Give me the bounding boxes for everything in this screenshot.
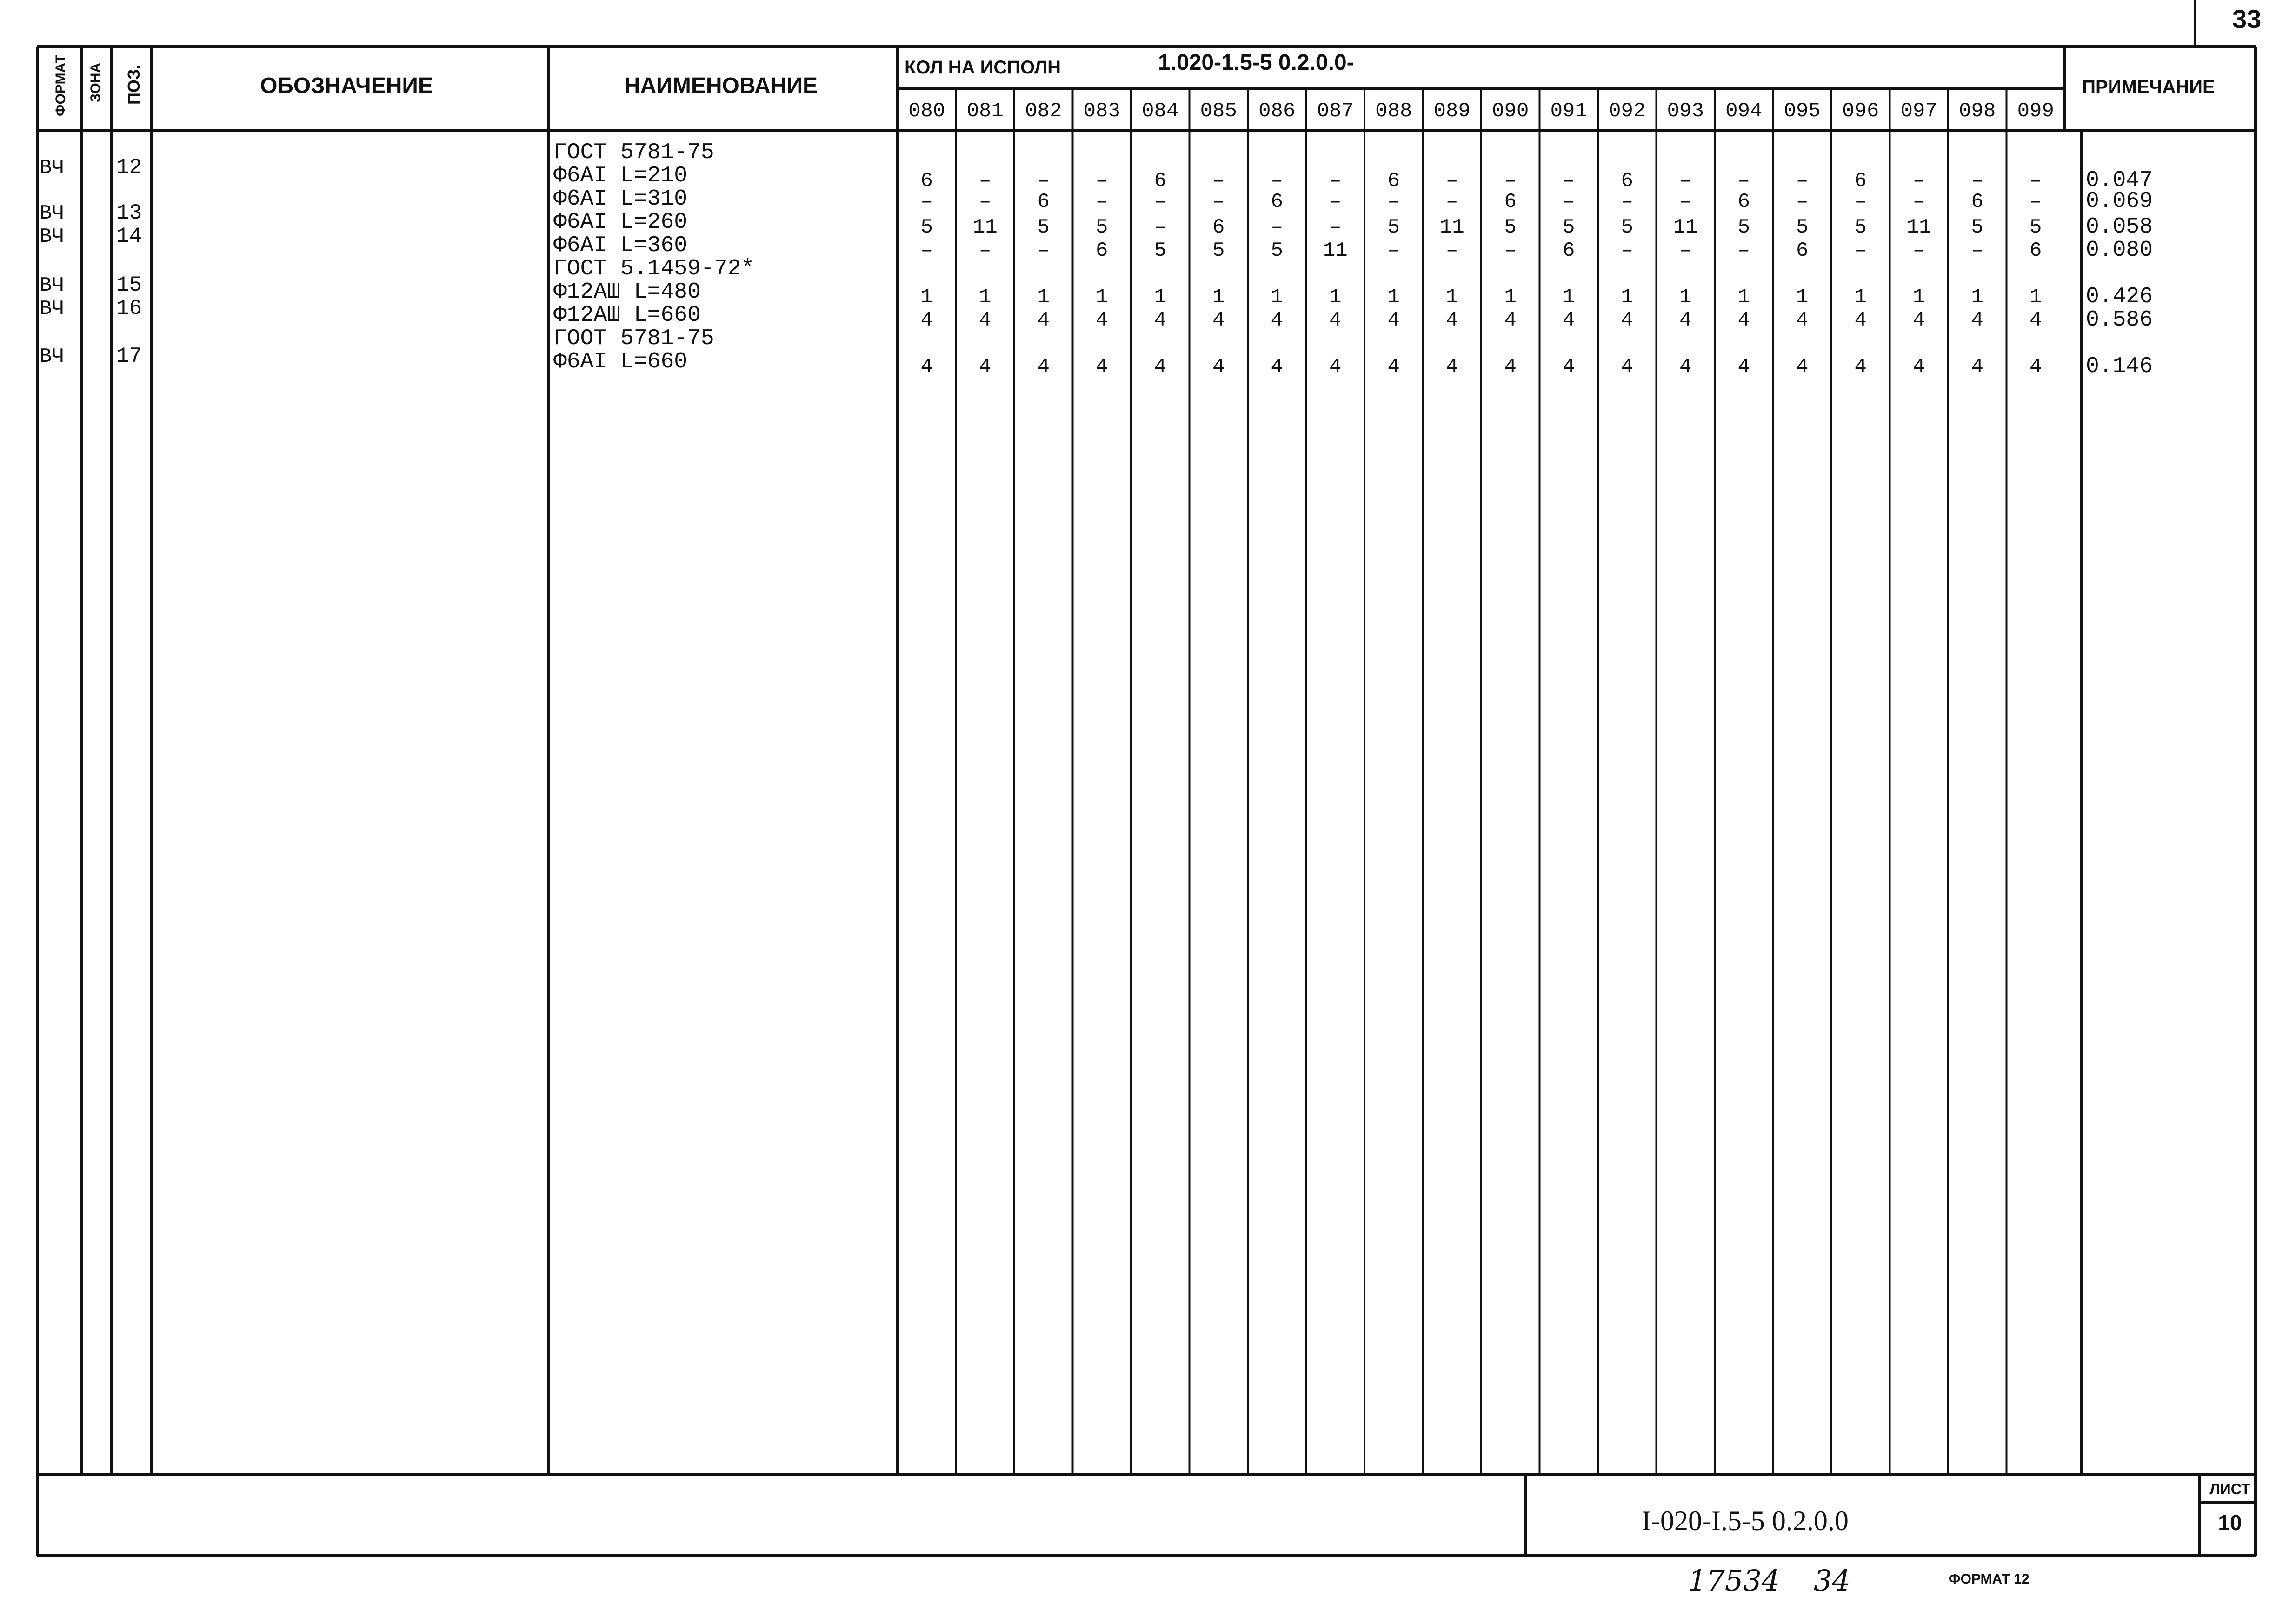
variant-label: 094 (1725, 100, 1763, 123)
quantity-cell: 6 (1212, 216, 1225, 239)
quantity-cell: – (1096, 190, 1108, 213)
quantity-cell: – (1096, 169, 1108, 193)
quantity-cell: – (1037, 169, 1050, 193)
quantity-cell: 6 (1096, 239, 1108, 262)
quantity-cell: – (1913, 169, 1925, 193)
format-cell: ВЧ (40, 202, 64, 225)
quantity-cell: – (1563, 190, 1575, 213)
quantity-cell: 1 (1621, 286, 1633, 309)
name-cell: Ф6АI L=360 (553, 233, 688, 258)
quantity-cell: – (1212, 190, 1225, 213)
quantity-cell: 5 (1037, 216, 1050, 239)
quantity-cell: – (920, 239, 933, 262)
quantity-cell: 5 (1387, 216, 1400, 239)
variant-label: 081 (966, 100, 1004, 123)
quantity-cell: 1 (1563, 286, 1575, 309)
note-cell: 0.058 (2086, 214, 2153, 240)
quantity-cell: 4 (1621, 355, 1633, 379)
quantity-cell: 1 (1679, 286, 1692, 309)
quantity-cell: 4 (1679, 355, 1692, 379)
quantity-cell: – (1679, 169, 1692, 193)
quantity-cell: 4 (1504, 355, 1517, 379)
quantity-cell: 6 (1154, 169, 1166, 193)
name-cell: Ф6АI L=260 (553, 210, 688, 235)
position-cell: 16 (116, 296, 142, 320)
position-cell: 15 (116, 273, 142, 297)
quantity-cell: 4 (1796, 309, 1809, 332)
quantity-cell: 6 (2030, 239, 2042, 262)
variant-label: 088 (1375, 100, 1412, 123)
quantity-cell: – (1271, 169, 1283, 193)
quantity-cell: 1 (1854, 286, 1867, 309)
quantity-cell: 4 (979, 309, 992, 332)
quantity-cell: 4 (1737, 355, 1750, 379)
quantity-cell: 4 (1679, 309, 1692, 332)
note-cell: 0.426 (2086, 284, 2153, 309)
quantity-cell: 4 (1154, 355, 1166, 379)
quantity-cell: – (1446, 169, 1458, 193)
quantity-cell: 6 (1737, 190, 1750, 213)
quantity-cell: – (1621, 239, 1633, 262)
variant-label: 090 (1492, 100, 1529, 123)
quantity-cell: 1 (1446, 286, 1458, 309)
quantity-cell: – (979, 169, 992, 193)
quantity-cell: 1 (1271, 286, 1283, 309)
quantity-cell: 4 (920, 355, 933, 379)
quantity-cell: 4 (1446, 355, 1458, 379)
quantity-cell: – (1563, 169, 1575, 193)
quantity-cell: – (1329, 169, 1342, 193)
header-format: ФОРМАТ (53, 54, 68, 116)
quantity-cell: 6 (1854, 169, 1867, 193)
quantity-cell: 4 (1096, 355, 1108, 379)
quantity-cell: 6 (1271, 190, 1283, 213)
quantity-cell: 4 (1037, 355, 1050, 379)
quantity-cell: 1 (1329, 286, 1342, 309)
quantity-cell: – (1913, 190, 1925, 213)
quantity-cell: 1 (1154, 286, 1166, 309)
quantity-cell: 4 (1913, 309, 1925, 332)
quantity-cell: 4 (1387, 309, 1400, 332)
copy-number: 34 (1814, 1564, 1850, 1597)
quantity-cell: 11 (1439, 216, 1464, 239)
quantity-cell: 5 (1271, 239, 1283, 262)
quantity-cell: 6 (1504, 190, 1517, 213)
quantity-cell: – (1271, 216, 1283, 239)
quantity-cell: 4 (1854, 355, 1867, 379)
variant-label: 096 (1842, 100, 1879, 123)
header-qty-code: 1.020-1.5-5 0.2.0.0- (1158, 50, 1354, 75)
quantity-cell: 5 (1737, 216, 1750, 239)
header-designation: ОБОЗНАЧЕНИЕ (260, 73, 433, 98)
quantity-cell: – (1679, 239, 1692, 262)
footer-format: ФОРМАТ 12 (1949, 1571, 2030, 1587)
quantity-cell: 5 (1796, 216, 1809, 239)
name-cell: Ф6АI L=210 (553, 163, 688, 188)
variant-label: 085 (1200, 100, 1237, 123)
name-cell: Ф6АI L=660 (553, 349, 688, 374)
note-cell: 0.047 (2086, 168, 2153, 193)
format-cell: ВЧ (40, 225, 64, 248)
quantity-cell: 4 (1796, 355, 1809, 379)
inventory-number: 17534 (1688, 1564, 1780, 1597)
position-cell: 17 (116, 344, 142, 368)
quantity-cell: 5 (1504, 216, 1517, 239)
quantity-cell: – (979, 190, 992, 213)
quantity-cell: 1 (2030, 286, 2042, 309)
quantity-cell: – (1796, 190, 1809, 213)
quantity-cell: – (1504, 239, 1517, 262)
variant-label: 091 (1550, 100, 1587, 123)
quantity-cell: – (2030, 169, 2042, 193)
quantity-cell: 5 (1096, 216, 1108, 239)
quantity-cell: – (1446, 190, 1458, 213)
quantity-cell: – (1621, 190, 1633, 213)
quantity-cell: – (1037, 239, 1050, 262)
name-cell: ГОСТ 5.1459-72* (553, 256, 755, 281)
quantity-cell: 4 (1387, 355, 1400, 379)
variant-label: 098 (1959, 100, 1996, 123)
format-cell: ВЧ (40, 156, 64, 180)
quantity-cell: 4 (1212, 355, 1225, 379)
variant-label: 086 (1258, 100, 1296, 123)
quantity-cell: – (1971, 169, 1983, 193)
quantity-cell: 4 (1563, 309, 1575, 332)
quantity-cell: – (1971, 239, 1983, 262)
quantity-cell: 6 (920, 169, 933, 193)
quantity-cell: 1 (1096, 286, 1108, 309)
quantity-cell: 1 (979, 286, 992, 309)
quantity-cell: – (1913, 239, 1925, 262)
quantity-cell: 4 (1096, 309, 1108, 332)
quantity-cell: 5 (1154, 239, 1166, 262)
note-cell: 0.069 (2086, 189, 2153, 214)
quantity-cell: 1 (1971, 286, 1983, 309)
quantity-cell: – (979, 239, 992, 262)
sheet-label: ЛИСТ (2209, 1481, 2250, 1498)
quantity-cell: 4 (1621, 309, 1633, 332)
quantity-cell: 6 (1563, 239, 1575, 262)
quantity-cell: 11 (1673, 216, 1698, 239)
quantity-cell: 6 (1796, 239, 1809, 262)
variant-label: 084 (1142, 100, 1179, 123)
quantity-cell: – (2030, 190, 2042, 213)
quantity-cell: 1 (1212, 286, 1225, 309)
quantity-cell: 11 (1323, 239, 1348, 262)
variant-label: 083 (1083, 100, 1120, 123)
quantity-cell: 5 (1621, 216, 1633, 239)
quantity-cell: 4 (1971, 355, 1983, 379)
quantity-cell: – (1679, 190, 1692, 213)
quantity-cell: – (1796, 169, 1809, 193)
quantity-cell: – (1854, 239, 1867, 262)
quantity-cell: 1 (1037, 286, 1050, 309)
note-cell: 0.080 (2086, 238, 2153, 263)
variant-label: 082 (1025, 100, 1062, 123)
quantity-cell: – (1154, 216, 1166, 239)
note-cell: 0.146 (2086, 354, 2153, 379)
variant-label: 087 (1317, 100, 1354, 123)
header-pos: ПОЗ. (124, 64, 143, 105)
quantity-cell: 4 (1504, 309, 1517, 332)
header-zone: ЗОНА (88, 62, 103, 102)
quantity-cell: 4 (1154, 309, 1166, 332)
format-cell: ВЧ (40, 297, 64, 320)
sheet-number: 10 (2218, 1511, 2242, 1535)
quantity-cell: 4 (1037, 309, 1050, 332)
quantity-cell: 1 (1387, 286, 1400, 309)
quantity-cell: 1 (1913, 286, 1925, 309)
quantity-cell: 4 (920, 309, 933, 332)
quantity-cell: 11 (972, 216, 998, 239)
quantity-cell: 4 (2030, 309, 2042, 332)
variant-label: 093 (1667, 100, 1704, 123)
quantity-cell: 6 (1037, 190, 1050, 213)
quantity-cell: 4 (1563, 355, 1575, 379)
quantity-cell: 4 (1971, 309, 1983, 332)
page-number: 33 (2232, 4, 2262, 33)
quantity-cell: 5 (920, 216, 933, 239)
quantity-cell: 4 (1854, 309, 1867, 332)
quantity-cell: 6 (1387, 169, 1400, 193)
quantity-cell: 5 (1212, 239, 1225, 262)
position-cell: 13 (116, 201, 142, 225)
header-qty-label: КОЛ НА ИСПОЛН (905, 57, 1061, 78)
quantity-cell: 4 (1329, 355, 1342, 379)
quantity-cell: 4 (2030, 355, 2042, 379)
format-cell: ВЧ (40, 345, 64, 368)
variant-label: 080 (908, 100, 945, 123)
quantity-cell: – (1329, 216, 1342, 239)
quantity-cell: 5 (1854, 216, 1867, 239)
quantity-cell: – (1854, 190, 1867, 213)
name-cell: Ф12АШ L=480 (553, 280, 701, 305)
quantity-cell: 5 (1563, 216, 1575, 239)
variant-label: 099 (2017, 100, 2054, 123)
name-cell: ГОСТ 5781-75 (553, 140, 714, 165)
quantity-cell: 4 (1446, 309, 1458, 332)
quantity-cell: 4 (1737, 309, 1750, 332)
quantity-cell: 11 (1906, 216, 1931, 239)
quantity-cell: – (1212, 169, 1225, 193)
position-cell: 14 (116, 224, 142, 248)
quantity-cell: – (1737, 169, 1750, 193)
quantity-cell: 6 (1971, 190, 1983, 213)
quantity-cell: 1 (1737, 286, 1750, 309)
header-note: ПРИМЕЧАНИЕ (2082, 77, 2215, 97)
name-cell: Ф6АI L=310 (553, 186, 688, 212)
quantity-cell: 4 (1329, 309, 1342, 332)
quantity-cell: 1 (920, 286, 933, 309)
quantity-cell: – (1387, 190, 1400, 213)
quantity-cell: – (1329, 190, 1342, 213)
variant-label: 092 (1609, 100, 1646, 123)
table-content (40, 100, 2153, 379)
variant-label: 089 (1433, 100, 1471, 123)
name-cell: Ф12АШ L=660 (553, 303, 701, 328)
note-cell: 0.586 (2086, 307, 2153, 333)
variant-label: 095 (1784, 100, 1821, 123)
quantity-cell: 1 (1796, 286, 1809, 309)
quantity-cell: 4 (1271, 355, 1283, 379)
stamp-code: I-020-I.5-5 0.2.0.0 (1642, 1505, 1849, 1536)
quantity-cell: – (1154, 190, 1166, 213)
format-cell: ВЧ (40, 274, 64, 297)
quantity-cell: 4 (979, 355, 992, 379)
variant-label: 097 (1900, 100, 1937, 123)
quantity-cell: – (920, 190, 933, 213)
quantity-cell: 4 (1913, 355, 1925, 379)
quantity-cell: – (1446, 239, 1458, 262)
quantity-cell: 5 (1971, 216, 1983, 239)
quantity-cell: 5 (2030, 216, 2042, 239)
quantity-cell: 4 (1212, 309, 1225, 332)
header-name: НАИМЕНОВАНИЕ (624, 73, 818, 98)
position-cell: 12 (116, 155, 142, 180)
quantity-cell: 4 (1271, 309, 1283, 332)
quantity-cell: – (1737, 239, 1750, 262)
name-cell: ГООТ 5781-75 (553, 326, 714, 351)
quantity-cell: – (1504, 169, 1517, 193)
quantity-cell: – (1387, 239, 1400, 262)
quantity-cell: 6 (1621, 169, 1633, 193)
quantity-cell: 1 (1504, 286, 1517, 309)
